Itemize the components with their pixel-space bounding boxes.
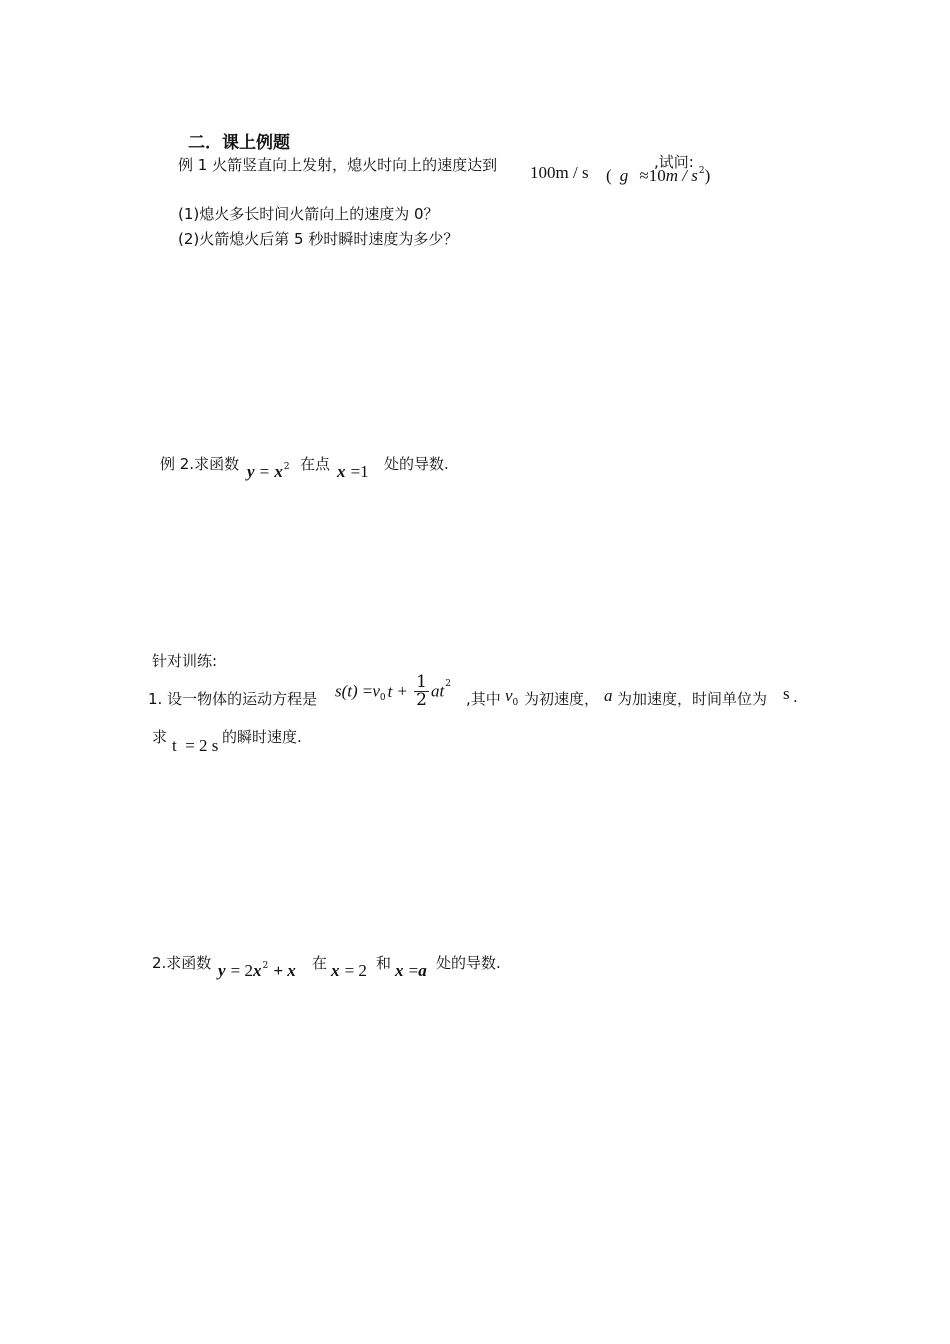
problem1-equation <box>335 674 451 709</box>
point-x: x <box>337 462 346 481</box>
v-subscript: 0 <box>512 698 519 708</box>
point1-x: x <box>331 961 340 980</box>
example1-speed: 100m / s <box>530 163 589 182</box>
fraction-numerator: 1 <box>416 672 427 692</box>
problem1-mid1: ,其中 <box>466 690 501 708</box>
point2-a: a <box>418 961 427 980</box>
var-at: at <box>430 681 445 701</box>
example1-text: 例 1 火箭竖直向上发射，熄火时向上的速度达到 <box>178 156 498 174</box>
fraction-denominator: 2 <box>416 690 427 710</box>
problem1-s-unit: s <box>783 684 790 703</box>
problem1-v0 <box>505 686 518 706</box>
var-y: y <box>218 961 226 980</box>
g-approx: ≈10 <box>639 166 666 185</box>
problem2-function <box>218 961 296 981</box>
exponent: 2 <box>262 961 269 971</box>
g-close-paren: ) <box>704 166 711 185</box>
exponent: 2 <box>283 462 290 472</box>
point-value: =1 <box>350 462 369 481</box>
example2-prefix: 例 2.求函数 <box>160 455 240 473</box>
problem1-line2-suffix: 的瞬时速度. <box>222 728 302 746</box>
equals-two: = 2 <box>230 961 253 980</box>
v-subscript: 0 <box>379 693 386 703</box>
var-v: v <box>372 681 380 701</box>
g-open-paren: ( <box>606 166 612 185</box>
problem2-suffix: 处的导数. <box>436 954 501 972</box>
example2-function <box>247 462 290 482</box>
example2-suffix: 处的导数. <box>384 455 449 473</box>
var-t: t <box>387 681 393 701</box>
problem1-a: a <box>604 686 613 705</box>
equals-sign: = <box>259 462 270 481</box>
var-v: v <box>505 686 513 705</box>
problem2-mid2: 和 <box>376 954 392 972</box>
var-y: y <box>247 462 255 481</box>
problem2-prefix: 2.求函数 <box>152 954 212 972</box>
plus-sign: + <box>397 681 408 701</box>
g-exponent: 2 <box>698 166 705 176</box>
problem1-mid3: 为加速度，时间单位为 <box>617 690 768 708</box>
example2-point <box>337 462 369 482</box>
problem2-point1 <box>331 961 367 981</box>
fraction-half <box>414 674 429 709</box>
example2-mid: 在点 <box>300 455 331 473</box>
g-variable: g <box>619 166 629 185</box>
example1-gravity <box>606 166 710 186</box>
problem2-mid1: 在 <box>312 954 328 972</box>
point2-x: x <box>395 961 404 980</box>
section-heading: 二．课上例题 <box>188 133 290 153</box>
problem1-end: . <box>793 688 798 706</box>
point2-equals: = <box>408 961 419 980</box>
example1-question-1: (1)熄火多长时间火箭向上的速度为 0？ <box>178 205 439 223</box>
s-of-t: s(t) <box>335 681 358 701</box>
var-x: x <box>252 961 262 980</box>
problem2-point2 <box>395 961 427 981</box>
plus-x: + x <box>273 961 296 980</box>
practice-title: 针对训练: <box>152 652 218 670</box>
at-exponent: 2 <box>445 678 451 689</box>
problem1-line2-prefix: 求 <box>152 728 168 746</box>
g-unit: m / s <box>665 166 698 185</box>
equals-sign: = <box>362 681 373 701</box>
example1-question-2: (2)火箭熄火后第 5 秒时瞬时速度为多少？ <box>178 230 459 248</box>
problem1-time-value: t = 2 s <box>172 736 219 755</box>
problem1-mid2: 为初速度， <box>524 690 600 708</box>
var-x: x <box>274 462 283 481</box>
problem1-prefix: 1. 设一物体的运动方程是 <box>148 690 318 708</box>
example1-ask: ,试问: <box>654 153 694 171</box>
point1-value: = 2 <box>344 961 367 980</box>
